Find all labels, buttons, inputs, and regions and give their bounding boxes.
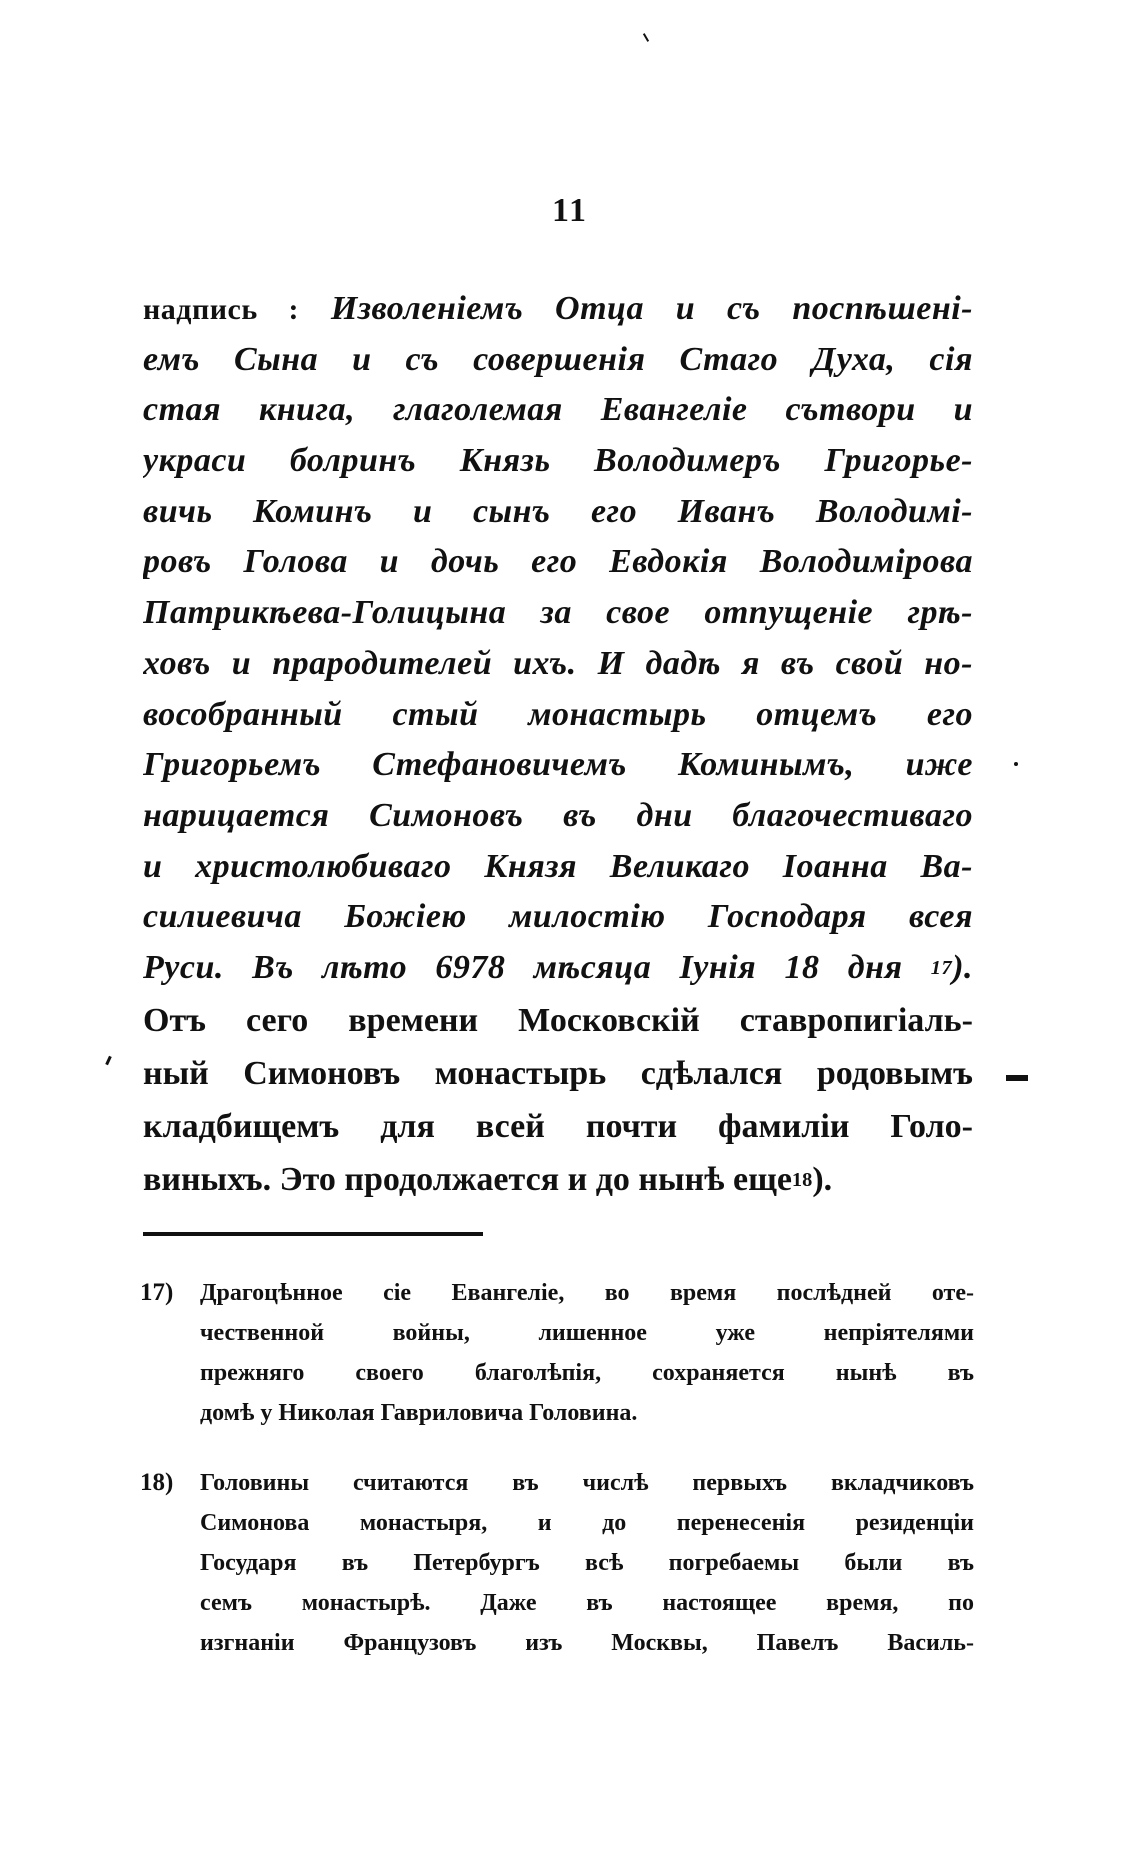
footnote-line: изгнаніи Французовъ изъ Москвы, Павелъ Василь-: [200, 1630, 974, 1656]
inscription-line: вичь Коминъ и сынъ его Иванъ Володимі-: [143, 492, 973, 530]
margin-mark-top: [643, 33, 649, 42]
inscription-line-last: [143, 943, 973, 994]
inscription-line: [143, 284, 973, 335]
footnote-marker: 17): [140, 1279, 174, 1306]
narrative-line: ный Симоновъ монастырь сдѣлался родовымъ: [143, 1054, 973, 1092]
inscription-line: вособранный стый монастырь отцемъ его: [143, 695, 973, 733]
footnote-line: домѣ у Николая Гавриловича Головина.: [200, 1400, 638, 1426]
inscription-line-text: Руси. Въ лѣто 6978 мѣсяца Іунія 18 дня: [143, 948, 903, 986]
margin-mark-right: [1006, 1075, 1028, 1081]
footnote-line: Государя въ Петербургъ всѣ погребаемы были въ: [200, 1550, 974, 1576]
narrative-line-last: [143, 1153, 973, 1206]
page-number: 11: [551, 192, 589, 229]
inscription-line: и христолюбиваго Князя Великаго Іоанна Ва-: [143, 847, 973, 885]
inscription-lead: надпись :: [143, 293, 300, 326]
narrative-close: ).: [812, 1160, 833, 1198]
inscription-line: Григорьемъ Стефановичемъ Коминымъ, иже: [143, 746, 973, 784]
inscription-line: емъ Сына и съ совершенія Стаго Духа, сія: [143, 340, 973, 378]
inscription-line: ховъ и прародителей ихъ. И дадѣ я въ свой но-: [143, 644, 973, 682]
footnote-18: [132, 1463, 974, 1663]
footnote-line: Головины считаются въ числѣ первыхъ вкладчиковъ: [200, 1470, 974, 1496]
narrative-line-text: виныхъ. Это продолжается и до нынѣ еще: [143, 1160, 792, 1198]
inscription-line: стая книга, глаголемая Евангеліе сътвори и: [143, 391, 973, 429]
inscription-line: украси болринъ Князь Володимеръ Григорье-: [143, 442, 973, 480]
margin-mark-left: [105, 1056, 112, 1065]
inscription-close: ).: [952, 948, 973, 986]
inscription-line-text: Изволеніемъ Отца и съ поспѣшені-: [330, 290, 973, 327]
footnote-ref-17[interactable]: 17: [930, 956, 953, 979]
narrative-line: Отъ сего времени Московскій ставропигіаль-: [143, 1001, 973, 1039]
narrative-line: кладбищемъ для всей почти фамиліи Голо-: [143, 1107, 973, 1145]
inscription-line: нарицается Симоновъ въ дни благочестиваго: [143, 796, 973, 834]
footnote-line: Драгоцѣнное сіе Евангеліе, во время послѣдней оте-: [200, 1280, 974, 1306]
inscription-line: Патрикѣева-Голицына за свое отпущеніе грѣ-: [143, 594, 973, 632]
narrative-paragraph: [143, 994, 973, 1206]
margin-mark-right-dot: [1014, 762, 1018, 766]
footnote-ref-18[interactable]: 18: [791, 1168, 813, 1191]
inscription-line: силиевича Божіею милостію Господаря всея: [143, 898, 973, 936]
footnote-separator: [143, 1232, 483, 1236]
footnote-17: [132, 1273, 974, 1433]
footnote-line: прежняго своего благолѣпія, сохраняется нынѣ въ: [200, 1360, 974, 1386]
main-text: [143, 284, 973, 1206]
footnote-line: Симонова монастыря, и до перенесенія резиденціи: [200, 1510, 974, 1536]
footnote-line: семъ монастырѣ. Даже въ настоящее время, по: [200, 1590, 974, 1616]
footnotes: [132, 1273, 974, 1663]
footnote-marker: 18): [140, 1469, 174, 1496]
inscription-quote: [143, 284, 973, 994]
inscription-line: ровъ Голова и дочь его Евдокія Володимірова: [143, 543, 973, 581]
footnote-line: чественной войны, лишенное уже непріятелями: [200, 1320, 974, 1346]
